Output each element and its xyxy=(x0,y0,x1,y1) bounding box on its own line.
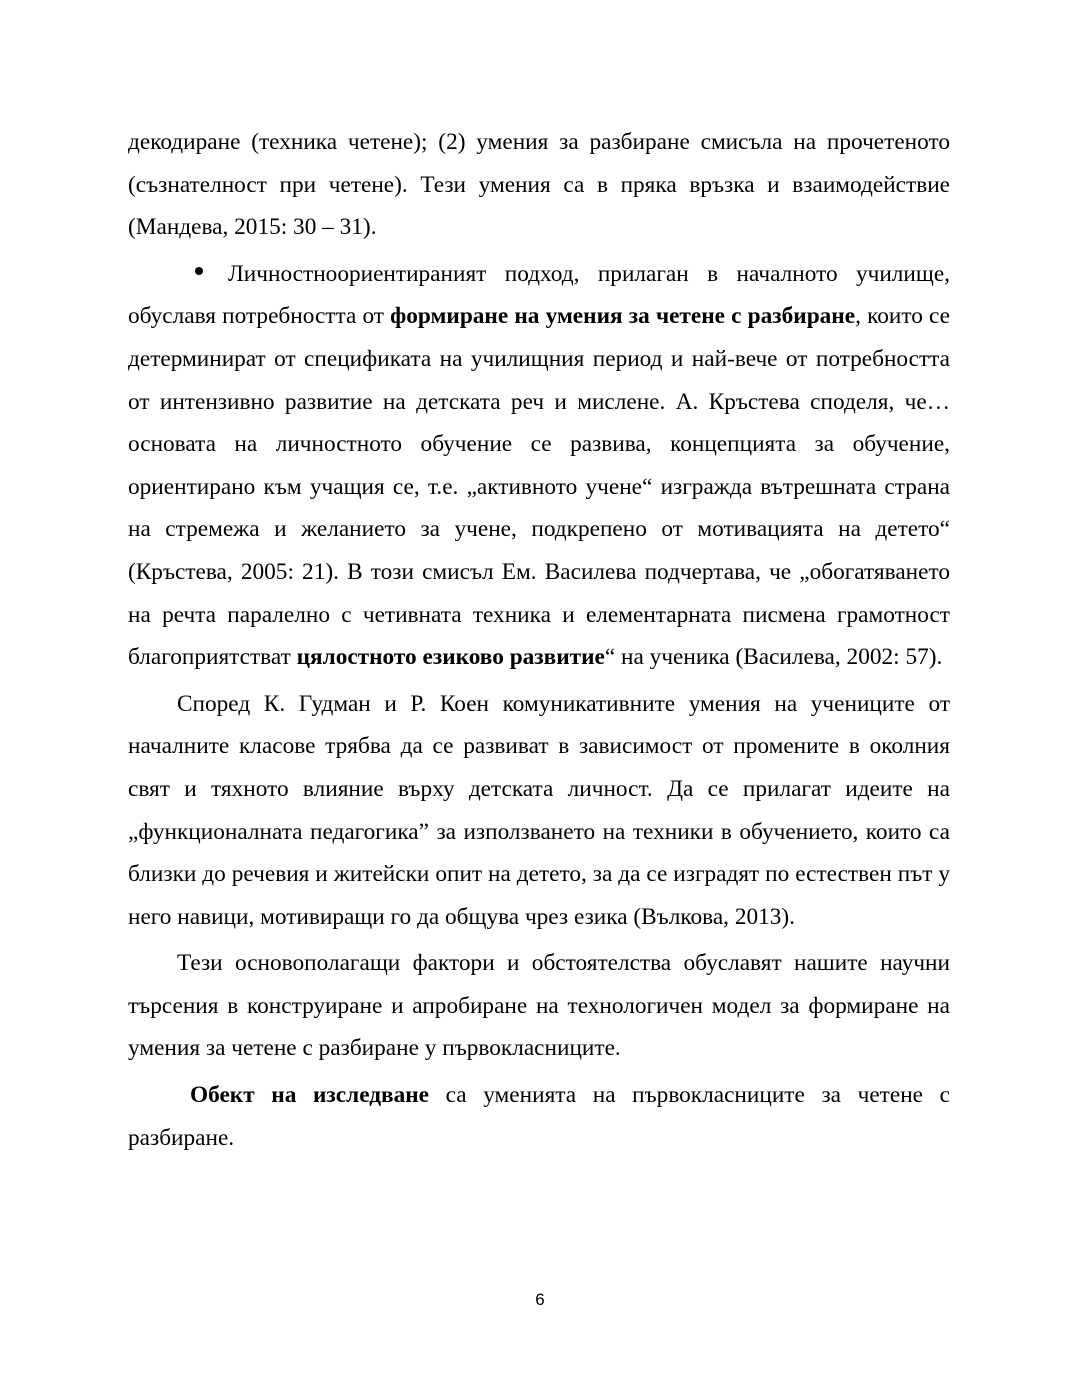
paragraph-2-text-c: “ на ученика (Василева, 2002: 57). xyxy=(604,644,943,671)
bullet-icon xyxy=(195,267,203,275)
paragraph-5-bold: Обект на изследване xyxy=(190,1082,429,1109)
paragraph-2-text-b: , които се детерминират от спецификата на училищния период и най-вече от потребността от интензивно развитие на детската реч и мислене. А. Кръстева споделя, че… основата на личностното обучение се развива, концепцията за обучение, ориентирано към учащия се, т.е. „активното учене“ изгражда вътрешната страна на стремежа и желанието за учене, подкрепено от мотивацията на детето“ (Кръстева, 2005: 21). В този смисъл Ем. Василева подчертава, че „обогатяването на речта паралелно с четивната техника и елементарната писмена грамотност благоприятстват xyxy=(128,303,950,671)
paragraph-2-text-a: Личностноориентираният подход, прилаган в началното училище, обуславя потребността от xyxy=(128,260,950,330)
paragraph-2-bold-a: формиране на умения за четене с разбиране xyxy=(390,303,856,330)
page-body xyxy=(128,121,950,1163)
paragraph-3: Според К. Гудман и Р. Коен комуникативните умения на учениците от началните класове трябва да се развиват в зависимост от промените в околния свят и тяхното влияние върху детската личност. Да се прилагат идеите на „функционалната педагогика” за използването на техники в обучението, които са близки до речевия и житейски опит на детето, за да се изградят по естествен път у него навици, мотивиращи го да общува чрез езика (Вълкова, 2013). xyxy=(128,690,950,930)
paragraph-1: декодиране (техника четене); (2) умения за разбиране смисъла на прочетеното (съзнателност при четене). Тези умения са в пряка връзка и взаимодействие (Мандева, 2015: 30 – 31). xyxy=(128,129,950,241)
paragraph-5-text: са уменията на първокласниците за четене с разбиране. xyxy=(128,1082,950,1151)
paragraph-4: Тези основополагащи фактори и обстоятелства обуславят нашите научни търсения в конструиране и апробиране на технологичен модел за формиране на умения за четене с разбиране у първокласниците. xyxy=(128,950,950,1062)
paragraph-2 xyxy=(128,253,950,679)
page-number: 6 xyxy=(535,1290,545,1309)
paragraph-5 xyxy=(128,1074,950,1159)
paragraph-2-bold-b: цялостното езиково развитие xyxy=(296,644,605,671)
bullet-paragraph xyxy=(128,253,950,679)
